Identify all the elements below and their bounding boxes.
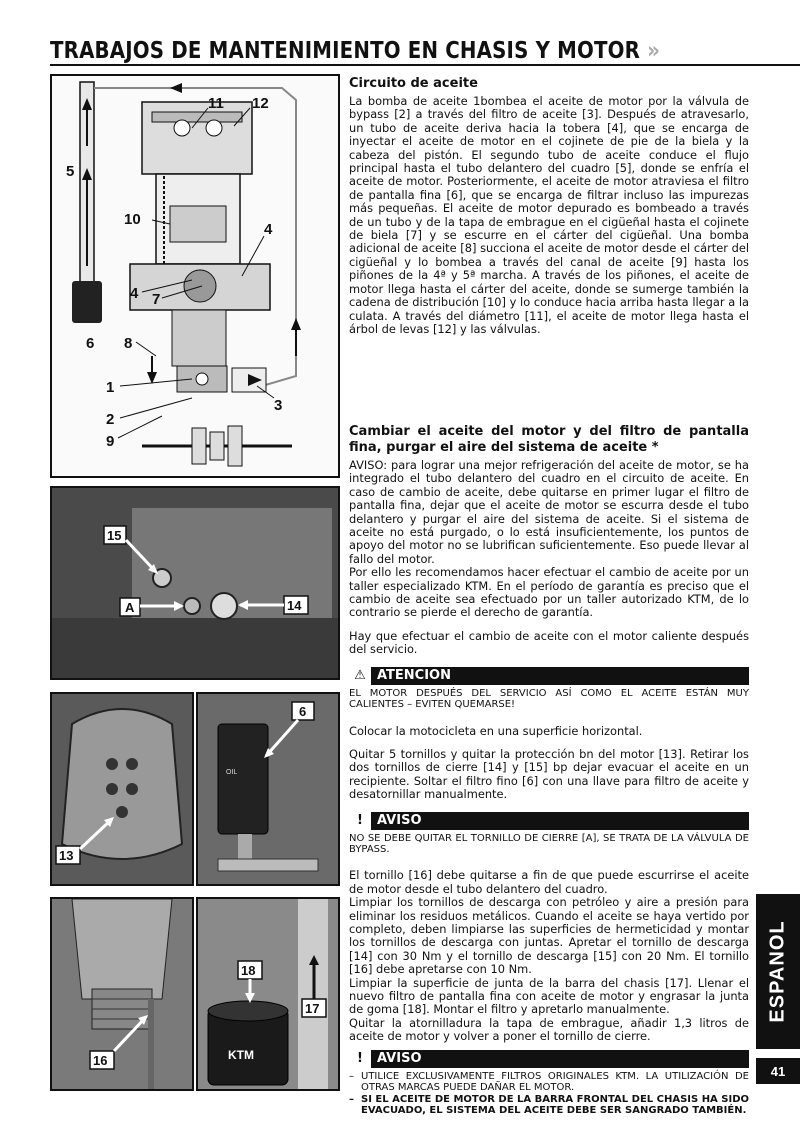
photo3-svg: [198, 694, 338, 884]
aviso-bar: [349, 1050, 749, 1068]
photo-label: A: [125, 600, 135, 615]
photo-label: 14: [287, 598, 302, 613]
diagram-label: 2: [106, 411, 115, 428]
body-paragraph: La bomba de aceite 1bombea el aceite de motor por la válvula de bypass [2] a través del filtro de aceite [3]. Después de atravesarlo, un tubo de aceite deriva hacia la tobera [4], que se encarga de inyectar el aceite de motor en el cojinete de pie de la biela y la cabeza del pistón. El segundo tubo de aceite conduce el flujo principal hasta el tubo delantero del cuadro [5], donde se enfría el aceite de motor. Posteriormente, el aceite de motor atraviesa el filtro de pantalla fina [6], que se encarga de filtrar incluso las impurezas más pequeñas. El aceite de motor depurado es bombeado a través de un tubo y de la tapa de embrague en el cigüeñal hasta el cojinete de biela [7] y se escurre en el cárter del cigüeñal. Una bomba adicional de aceite [8] succiona el aceite de motor desde el cárter del cigüeñal y lo bombea a través del canal de aceite [9] hasta los piñones de la 4ª y 5ª marcha. A través de los piñones, el aceite de motor llega hasta el cárter del aceite, donde se sumerge también la cadena de distribución [10] y lo conduce hacia arriba hasta llegar a la culata. A través del diámetro [11], el aceite de motor llega hasta el árbol de levas [12] y las válvulas.: [349, 94, 749, 336]
body-paragraph: AVISO: para lograr una mejor refrigeración del aceite de motor, se ha integrado el tubo delantero del cuadro en el circuito de aceite. En caso de cambio de aceite, debe quitarse en primer lugar el filtro de pantalla fina, dejar que el aceite de motor se escurra desde el tubo delantero y purgar el aire del sistema de aceite. Si el sistema de aceite no está purgado, o lo está insuficientemente, los puntos de apoyo del motor no se lubrifican suficientemente. Eso puede llevar al fallo del motor.: [349, 458, 749, 566]
section-oil-change: [349, 424, 749, 1117]
photo-label: 17: [305, 1001, 320, 1016]
diagram-label: 7: [152, 291, 161, 308]
body-paragraph: Limpiar la superficie de junta de la barra del chasis [17]. Llenar el nuevo filtro de pantalla fina con aceite de motor y engrasar la junta de goma [18]. Montar el filtro y apretarlo manualmente.: [349, 975, 749, 1017]
diagram-label: 8: [124, 335, 133, 352]
diagram-label: 4: [264, 221, 273, 238]
photo-new-filter: [196, 897, 340, 1091]
diagram-svg: [52, 76, 338, 476]
photo-frame-screw: [50, 897, 194, 1091]
list-item: – UTILICE EXCLUSIVAMENTE FILTROS ORIGINALES KTM. LA UTILIZACIÓN DE OTRAS MARCAS PUEDE DAÑAR EL MOTOR.: [349, 1071, 749, 1094]
diagram-label: 6: [86, 335, 95, 352]
section-heading: Cambiar el aceite del motor y del filtro de pantalla fina, purgar el aire del sistema de aceite *: [349, 424, 749, 455]
section-oil-circuit: [349, 76, 749, 346]
notice-label: ATENCION: [377, 667, 451, 683]
chevron-icon: »: [647, 38, 661, 64]
photo-label: 13: [59, 848, 74, 863]
photo-engine-guard: [50, 692, 194, 886]
page-title: TRABAJOS DE MANTENIMIENTO EN CHASIS Y MOTOR »: [50, 38, 661, 64]
photo1-svg: [52, 488, 338, 678]
notice-label: AVISO: [377, 1050, 422, 1066]
body-paragraph: Quitar 5 tornillos y quitar la protección bn del motor [13]. Retirar los dos tornillos de cierre [14] y [15] bp dejar evacuar el aceite en un recipiente. Soltar el filtro fino [6] con una llave para filtro de aceite y desatornillar manualmente.: [349, 746, 749, 802]
diagram-label: 12: [252, 95, 269, 112]
photo-label: 6: [299, 704, 307, 719]
body-paragraph: Quitar la atornilladura la tapa de embrague, añadir 1,3 litros de aceite de motor y volver a poner el tornillo de cierre.: [349, 1015, 749, 1044]
exclamation-icon: !: [349, 1050, 371, 1068]
diagram-label: 5: [66, 163, 75, 180]
page-number: 41: [756, 1058, 800, 1084]
body-paragraph: Por ello les recomendamos hacer efectuar el cambio de aceite por un taller especializado KTM. En el período de garantía es preciso que el cambio de aceite sea efectuado por un taller autorizado KTM, de lo contrario se pierde el derecho de garantía.: [349, 565, 749, 620]
section-heading: Circuito de aceite: [349, 76, 478, 91]
aviso-list: [349, 1071, 749, 1117]
diagram-label: 1: [106, 379, 115, 396]
notice-text: EL MOTOR DESPUÉS DEL SERVICIO ASÍ COMO EL ACEITE ESTÁN MUY CALIENTES – EVITEN QUEMARSE!: [349, 687, 749, 711]
body-paragraph: Hay que efectuar el cambio de aceite con el motor caliente después del servicio.: [349, 628, 749, 657]
photo-label: 15: [107, 528, 122, 543]
body-paragraph: El tornillo [16] debe quitarse a fin de que puede escurrirse el aceite de motor desde el tubo delantero del cuadro.: [349, 868, 749, 896]
diagram-label: 3: [274, 397, 283, 414]
fine-filter-shape: [72, 281, 102, 323]
notice-text: NO SE DEBE QUITAR EL TORNILLO DE CIERRE [A], SE TRATA DE LA VÁLVULA DE BYPASS.: [349, 832, 749, 855]
svg-text:OIL: OIL: [226, 769, 238, 776]
diagram-label: 10: [124, 211, 141, 228]
page-header: [50, 38, 800, 66]
atencion-bar: [349, 667, 749, 685]
language-label: ESPANOL: [766, 920, 789, 1023]
list-item: – SI EL ACEITE DE MOTOR DE LA BARRA FRONTAL DEL CHASIS HA SIDO EVACUADO, EL SISTEMA DEL ACEITE DEBE SER SANGRADO TAMBIÉN.: [349, 1094, 749, 1117]
aviso-bar: [349, 812, 749, 830]
warning-triangle-icon: ⚠: [349, 667, 371, 685]
diagram-label: 4: [130, 285, 139, 302]
photo2-svg: [52, 694, 192, 884]
language-tab: [756, 894, 800, 1049]
body-paragraph: Limpiar los tornillos de descarga con petróleo y aire a presión para eliminar los residuos metálicos. Cuando el aceite se haya vertido por completo, deben limpiarse las superficies de hermeticidad y montar los tornillos de descarga con juntas. Apretar el tornillo de descarga [14] con 30 Nm y el tornillo de descarga [15] con 20 Nm. El tornillo [16] debe apretarse con 10 Nm.: [349, 895, 749, 977]
photo4-svg: [52, 899, 192, 1089]
notice-label: AVISO: [377, 812, 422, 828]
body-paragraph: Colocar la motocicleta en una superficie horizontal.: [349, 723, 643, 738]
oil-circuit-diagram: [50, 74, 340, 478]
diagram-label: 11: [208, 95, 224, 112]
exclamation-icon: !: [349, 812, 371, 830]
photo-label: 16: [93, 1053, 108, 1068]
photo-filter-wrench: [196, 692, 340, 886]
diagram-label: 9: [106, 433, 115, 450]
photo-label: 18: [241, 963, 256, 978]
svg-text:KTM: KTM: [228, 1048, 254, 1062]
photo5-svg: [198, 899, 338, 1089]
photo-drain-screws: [50, 486, 340, 680]
